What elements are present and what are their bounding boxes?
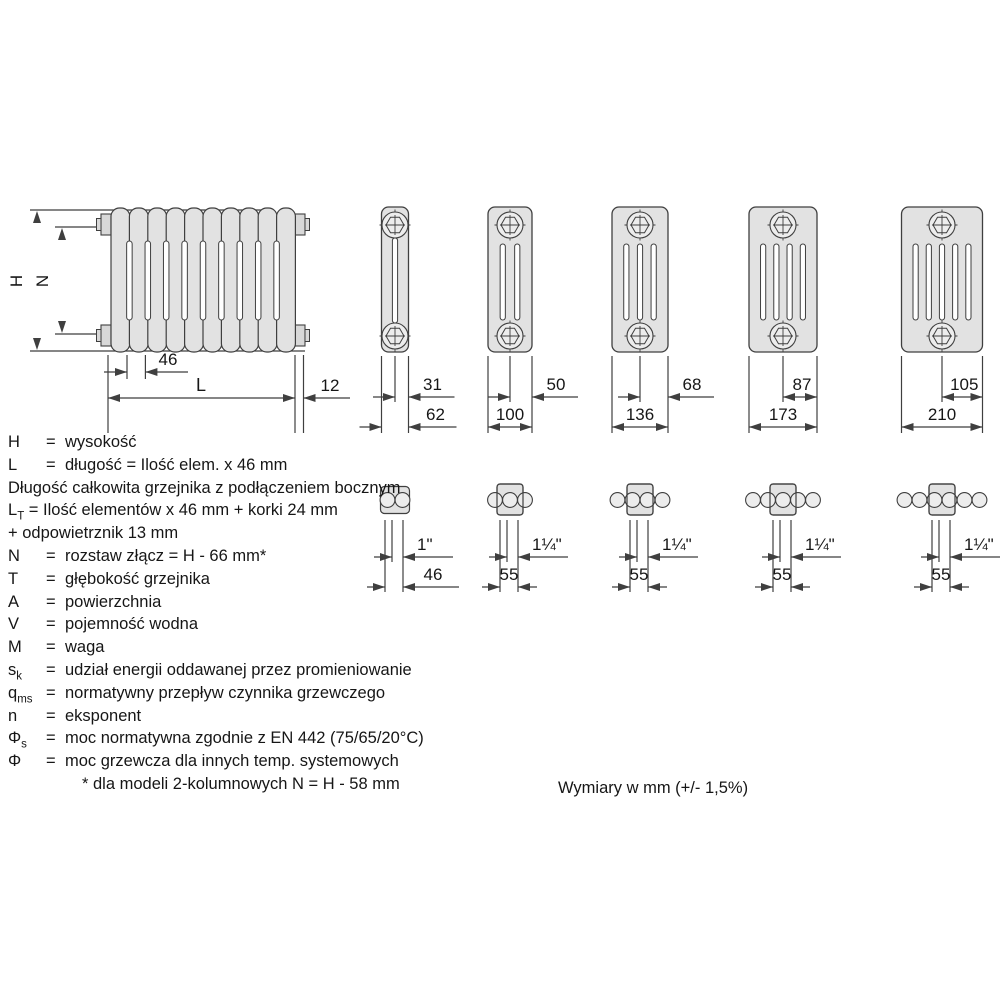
- legend-equals: =: [46, 638, 56, 657]
- connection-label: 1¼": [964, 535, 994, 554]
- cross-section-2col: [360, 207, 457, 433]
- element-width-label: 46: [158, 350, 178, 369]
- legend-row: [8, 705, 424, 728]
- legend-desc: normatywny przepływ czynnika grzewczego: [65, 683, 386, 702]
- dim-arrow: [304, 394, 316, 402]
- dim-arrow: [805, 423, 817, 431]
- end-offset-label: 12: [320, 376, 340, 395]
- tube-gap: [127, 241, 132, 320]
- section-slot: [637, 244, 642, 320]
- connection-label: 1": [417, 535, 433, 554]
- legend-row: [8, 613, 424, 636]
- half-dim-label: 105: [950, 375, 979, 394]
- symbol-main: s: [8, 660, 17, 679]
- tube-gap: [163, 241, 169, 320]
- hub-width-label: 55: [772, 565, 792, 584]
- tube-circle: [503, 493, 518, 508]
- legend-equals: =: [46, 752, 56, 771]
- legend-desc: długość = Ilość elem. x 46 mm: [65, 455, 288, 474]
- lt-subscript: T: [17, 510, 25, 523]
- legend-symbol: V: [8, 615, 20, 634]
- legend-desc: głębokość grzejnika: [65, 569, 210, 588]
- legend-equals: =: [46, 433, 56, 451]
- half-dim-label: 68: [682, 375, 702, 394]
- section-slot: [953, 244, 958, 320]
- legend-symbol: [8, 659, 46, 682]
- dim-arrow: [383, 393, 395, 401]
- legend-equals: =: [46, 660, 56, 679]
- side-plug: [101, 325, 111, 346]
- dim-arrow: [761, 583, 773, 591]
- dim-arrow: [749, 423, 761, 431]
- legend-row: [8, 659, 424, 682]
- legend-row: [8, 591, 424, 614]
- dim-arrow: [656, 423, 668, 431]
- dim-arrow: [145, 368, 157, 376]
- legend-row: [8, 431, 424, 454]
- legend-desc: eksponent: [65, 706, 142, 725]
- dim-arrow: [108, 394, 120, 402]
- tube-circle: [655, 493, 670, 508]
- dim-arrow: [648, 553, 660, 561]
- top-view-5col: [746, 484, 841, 592]
- lt-rest: = Ilość elementów x 46 mm + korki 24 mm: [24, 501, 338, 520]
- symbol-sub: ms: [17, 693, 33, 706]
- n-dim-arrow-top: [58, 228, 66, 240]
- symbol-sub: k: [16, 670, 22, 683]
- dim-arrow: [283, 394, 295, 402]
- top-view-6col: [897, 484, 1000, 592]
- tube-circle: [972, 493, 987, 508]
- side-plug: [295, 325, 305, 346]
- legend-equals: =: [46, 546, 56, 565]
- section-slot: [926, 244, 931, 320]
- front-view: [7, 208, 350, 433]
- dim-arrow: [971, 423, 983, 431]
- dim-arrow: [942, 393, 954, 401]
- dim-arrow: [668, 393, 680, 401]
- dim-arrow: [488, 423, 500, 431]
- section-slot: [966, 244, 971, 320]
- legend-equals: =: [46, 683, 56, 702]
- dim-arrow: [927, 553, 939, 561]
- tube-gap: [274, 241, 280, 320]
- tube-gap: [145, 241, 151, 320]
- top-view-3col: [482, 484, 568, 592]
- tube-gap: [255, 241, 261, 320]
- legend-equals: =: [46, 592, 56, 611]
- side-plug-cap: [305, 219, 310, 231]
- full-dim-label: 62: [426, 405, 445, 424]
- full-dim-label: 210: [927, 405, 957, 424]
- n-dim-arrow-bottom: [58, 321, 66, 333]
- section-slot: [787, 244, 792, 320]
- height-label: H: [7, 274, 26, 288]
- tube-circle: [761, 493, 776, 508]
- cross-section-5col: [749, 207, 817, 433]
- dim-arrow: [805, 393, 817, 401]
- section-slot: [761, 244, 766, 320]
- dim-arrow: [768, 553, 780, 561]
- connection-label: 1¼": [805, 535, 835, 554]
- section-slot: [651, 244, 656, 320]
- dim-arrow: [532, 393, 544, 401]
- half-dim-label: 87: [792, 375, 812, 394]
- dim-arrow: [618, 583, 630, 591]
- dim-arrow: [518, 583, 530, 591]
- tube-circle: [791, 493, 806, 508]
- dim-arrow: [488, 583, 500, 591]
- hub-width-label: 46: [423, 565, 443, 584]
- section-slot: [913, 244, 918, 320]
- legend-symbol: A: [8, 592, 20, 611]
- tube-gap: [237, 241, 243, 320]
- legend-symbol: L: [8, 455, 18, 474]
- half-dim-label: 31: [423, 375, 442, 394]
- legend-equals: =: [46, 615, 56, 634]
- dim-arrow: [520, 423, 532, 431]
- hub-width-label: 55: [629, 565, 649, 584]
- legend-symbol: [8, 727, 46, 750]
- dimensions-note: Wymiary w mm (+/- 1,5%): [558, 779, 749, 797]
- dim-arrow: [950, 553, 962, 561]
- dim-arrow: [628, 393, 640, 401]
- symbol-main: Φ: [8, 729, 22, 748]
- dim-arrow: [495, 553, 507, 561]
- side-plug: [101, 214, 111, 235]
- legend-desc: udział energii oddawanej przez promieniowanie: [65, 660, 412, 679]
- dim-arrow: [783, 393, 795, 401]
- dim-arrow: [971, 393, 983, 401]
- dim-arrow: [409, 393, 421, 401]
- top-view-4col: [610, 484, 698, 592]
- h-dim-arrow-bottom: [33, 338, 41, 350]
- dim-arrow: [625, 553, 637, 561]
- legend-lt-line: [8, 499, 424, 522]
- legend-symbol: M: [8, 638, 22, 657]
- cross-section-4col: [612, 207, 714, 433]
- h-dim-arrow-top: [33, 211, 41, 223]
- legend-total-length-line: Długość całkowita grzejnika z podłączeniem bocznym: [8, 478, 401, 497]
- tube-circle: [518, 493, 533, 508]
- legend-desc: powierzchnia: [65, 592, 162, 611]
- dim-arrow: [791, 583, 803, 591]
- tube-gap: [219, 241, 225, 320]
- connection-label: 1¼": [662, 535, 692, 554]
- legend-equals: =: [46, 455, 56, 474]
- side-plug: [295, 214, 305, 235]
- hub-width-label: 55: [931, 565, 951, 584]
- hub-width-label: 55: [499, 565, 519, 584]
- legend-desc: rozstaw złącz = H - 66 mm*: [65, 546, 267, 565]
- legend-equals: =: [46, 706, 56, 725]
- legend-row: [8, 454, 424, 477]
- legend-symbol: H: [8, 433, 20, 451]
- cross-section-6col: [902, 207, 983, 433]
- section-slot: [939, 244, 944, 320]
- dim-arrow: [950, 583, 962, 591]
- legend-row: [8, 568, 424, 591]
- side-plug-cap: [305, 330, 310, 342]
- legend-symbol: T: [8, 569, 19, 588]
- dim-arrow: [518, 553, 530, 561]
- tube-circle: [957, 493, 972, 508]
- legend-row: [8, 727, 424, 750]
- legend-desc: moc normatywna zgodnie z EN 442 (75/65/20°C): [65, 729, 424, 748]
- tube-circle: [776, 493, 791, 508]
- tube-circle: [488, 493, 503, 508]
- section-slot: [392, 238, 397, 323]
- dim-arrow: [612, 423, 624, 431]
- legend-desc: wysokość: [65, 433, 137, 451]
- legend-desc: pojemność wodna: [65, 615, 198, 634]
- lt-symbol: L: [8, 501, 18, 520]
- legend-symbol: n: [8, 706, 18, 725]
- legend-equals: =: [46, 569, 56, 588]
- symbol-main: q: [8, 683, 18, 702]
- dim-arrow: [498, 393, 510, 401]
- dim-arrow: [648, 583, 660, 591]
- section-slot: [500, 244, 505, 320]
- full-dim-label: 136: [625, 405, 655, 424]
- dim-arrow: [902, 423, 914, 431]
- legend-row: [8, 545, 424, 568]
- legend-row: [8, 636, 424, 659]
- tube-gap: [182, 241, 188, 320]
- tube-circle: [897, 493, 912, 508]
- legend-symbol: Φ: [8, 752, 22, 771]
- dim-arrow: [409, 423, 421, 431]
- section-slot: [515, 244, 520, 320]
- section-slot: [624, 244, 629, 320]
- dim-arrow: [115, 368, 127, 376]
- legend-row: [8, 750, 424, 773]
- side-plug-cap: [97, 330, 102, 342]
- dim-arrow: [920, 583, 932, 591]
- legend-vent-line: + odpowietrznik 13 mm: [8, 524, 179, 543]
- dim-arrow: [370, 423, 382, 431]
- dim-arrow: [791, 553, 803, 561]
- length-label: L: [195, 375, 207, 395]
- full-dim-label: 173: [768, 405, 798, 424]
- legend-footnote: * dla modeli 2-kolumnowych N = H - 58 mm: [82, 774, 400, 793]
- half-dim-label: 50: [546, 375, 566, 394]
- legend-equals: =: [46, 729, 56, 748]
- section-slot: [800, 244, 805, 320]
- tube-gap: [200, 241, 206, 320]
- tube-circle: [912, 493, 927, 508]
- cross-section-3col: [488, 207, 578, 433]
- legend-symbol: [8, 682, 46, 705]
- tube-circle: [610, 493, 625, 508]
- tube-circle: [806, 493, 821, 508]
- spacing-label: N: [33, 274, 52, 288]
- tube-circle: [746, 493, 761, 508]
- section-slot: [774, 244, 779, 320]
- full-dim-label: 100: [495, 405, 525, 424]
- connection-label: 1¼": [532, 535, 562, 554]
- legend-symbol: N: [8, 546, 20, 565]
- legend-row: [8, 682, 424, 705]
- legend: [8, 431, 424, 796]
- legend-desc: waga: [65, 638, 105, 657]
- symbol-sub: s: [21, 738, 27, 751]
- legend-desc: moc grzewcza dla innych temp. systemowych: [65, 752, 399, 771]
- side-plug-cap: [97, 219, 102, 231]
